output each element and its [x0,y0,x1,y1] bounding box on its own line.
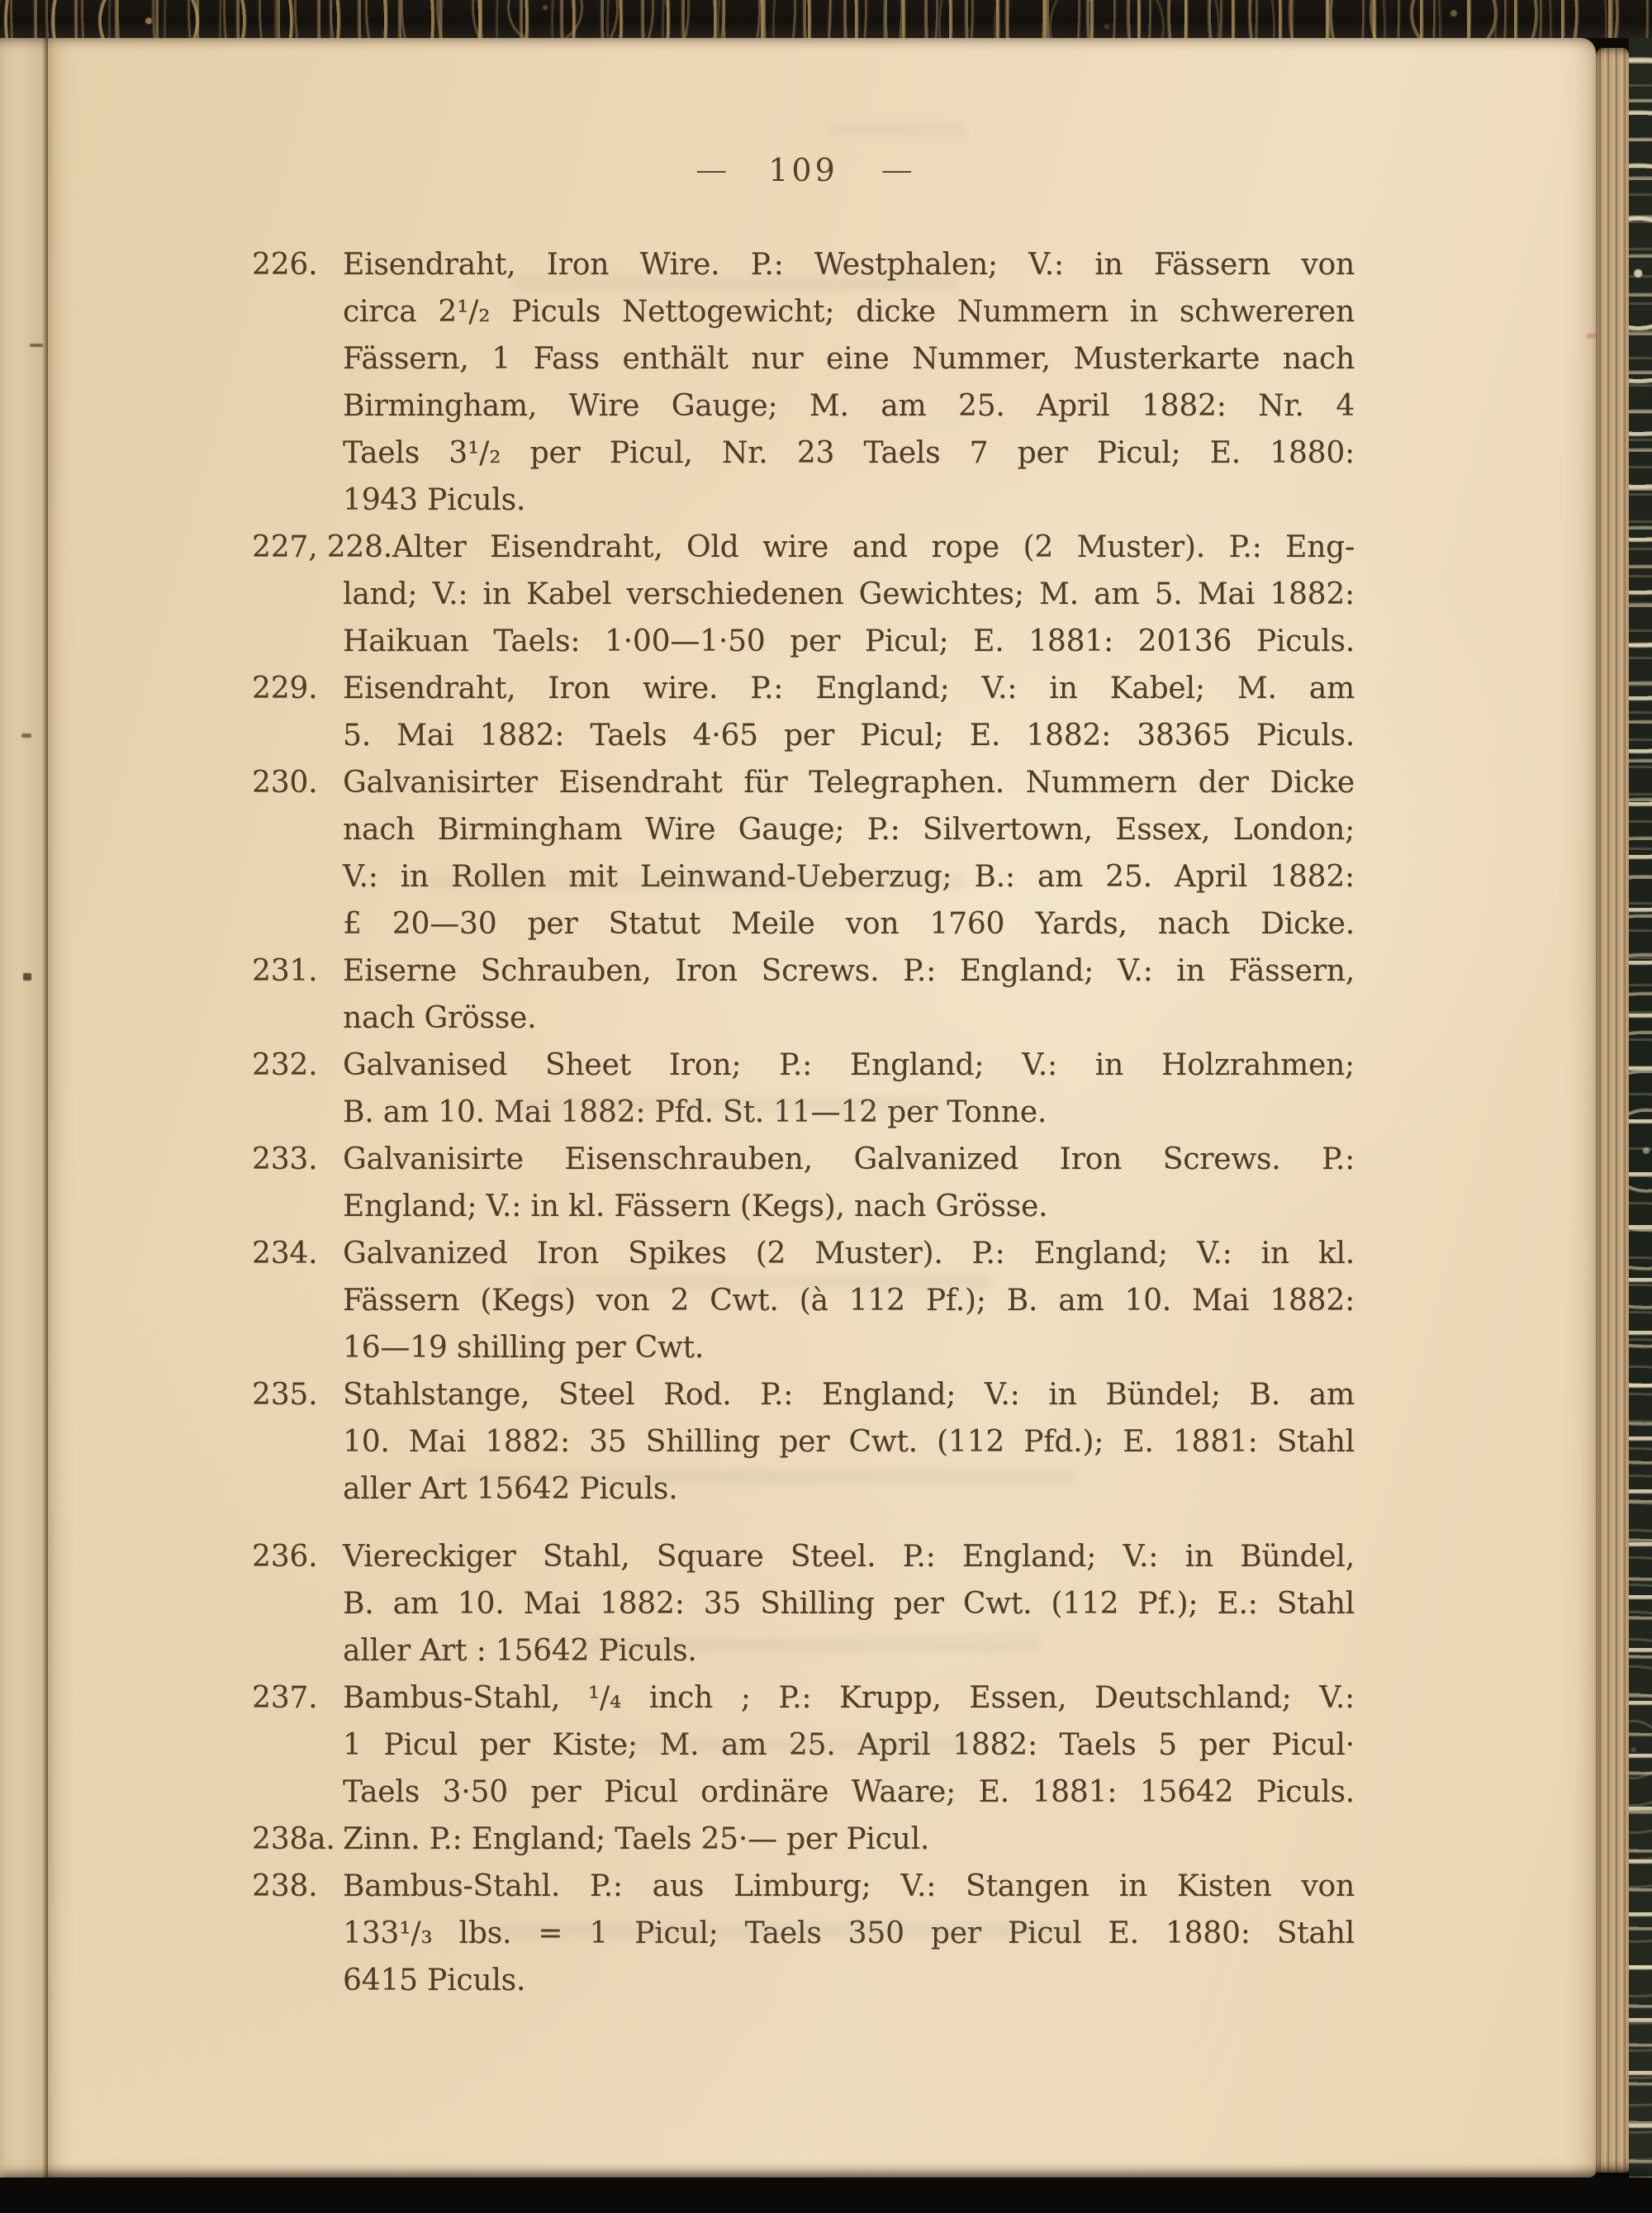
entry-line: Fässern, 1 Fass enthält nur eine Nummer, Musterkarte nach [343,342,1355,376]
entry-line: 133¹/₃ lbs. = 1 Picul; Taels 350 per Picul E. 1880: Stahl [343,1916,1355,1950]
scan-background-bottom [0,2177,1652,2213]
entry-line: Haikuan Taels: 1·00—1·50 per Picul; E. 1881: 20136 Piculs. [343,624,1355,658]
entry-number: 233. [252,1142,318,1176]
entry-line: 6415 Piculs. [343,1964,526,1997]
bleed-through-smudge [529,1276,991,1288]
entry-line-text: Viereckiger Stahl, Square Steel. P.: England; V.: in Bündel, [343,1540,1355,1574]
entry-line-text: Alter Eisendraht, Old wire and rope (2 Muster). P.: Eng- [392,530,1355,564]
bleed-through-smudge [512,277,958,290]
entry-line: 1 Picul per Kiste; M. am 25. April 1882: Taels 5 per Picul· [343,1728,1355,1762]
entry-number: 226. [252,248,318,282]
entry-line: Taels 3·50 per Picul ordinäre Waare; E. 1881: 15642 Piculs. [343,1775,1355,1809]
page-stack-edge [1596,48,1629,2173]
bleed-through-smudge [446,1470,1074,1484]
entry-line: 1943 Piculs. [343,483,526,517]
entry-line [252,947,1355,995]
entry-line [252,1863,1355,1910]
entry-line [252,524,1355,571]
ink-speck [30,344,43,347]
entry-line-text: Bambus-Stahl, ¹/₄ inch ; P.: Krupp, Essen, Deutschland; V.: [343,1681,1355,1715]
entry-line-text: Zinn. P.: England; Taels 25·— per Picul. [343,1822,930,1856]
entry-line: aller Art 15642 Piculs. [343,1472,678,1506]
ink-speck [21,734,31,738]
entry-number: 235. [252,1378,318,1412]
entry-line [252,1042,1355,1089]
entry-line [252,1674,1355,1721]
catalog-entry [252,1533,1355,1674]
entry-line-text: Eisendraht, Iron wire. P.: England; V.: in Kabel; M. am [343,672,1355,705]
entry-line [252,1816,1355,1863]
catalog-entry [252,524,1355,665]
catalog-entry [252,1042,1355,1136]
bleed-through-smudge [430,876,966,889]
entry-line: land; V.: in Kabel verschiedenen Gewichtes; M. am 5. Mai 1882: [343,577,1355,611]
entry-line: Taels 3¹/₂ per Picul, Nr. 23 Taels 7 per Picul; E. 1880: [343,436,1355,470]
entry-line: B. am 10. Mai 1882: Pfd. St. 11—12 per Tonne. [343,1095,1047,1129]
book-cover-right [1629,38,1652,2177]
entry-line [252,1371,1355,1418]
entry-number: 230. [252,766,318,800]
entry-number: 238a. [252,1822,335,1856]
entry-line: nach Birmingham Wire Gauge; P.: Silvertown, Essex, London; [343,813,1355,847]
entry-line: 16—19 shilling per Cwt. [343,1331,705,1365]
entry-line: £ 20—30 per Statut Meile von 1760 Yards, nach Dicke. [343,907,1355,941]
entry-line: 10. Mai 1882: 35 Shilling per Cwt. (112 Pfd.); E. 1881: Stahl [343,1425,1355,1459]
entry-line-text: Galvanisirter Eisendraht für Telegraphen. Nummern der Dicke [343,766,1355,800]
catalog-entry [252,759,1355,947]
entry-line [252,1533,1355,1580]
entry-line-text: Galvanised Sheet Iron; P.: England; V.: in Holzrahmen; [343,1048,1355,1082]
entry-line-text: Galvanized Iron Spikes (2 Muster). P.: England; V.: in kl. [343,1237,1355,1270]
catalog-entry [252,665,1355,759]
bleed-through-smudge [826,124,966,135]
catalog-entry [252,1371,1355,1513]
header-dash-right: — [881,156,911,184]
entry-line [252,1230,1355,1277]
book-cover-top-edge [0,0,1652,38]
bleed-through-smudge [496,1925,1074,1938]
entry-line: Birmingham, Wire Gauge; M. am 25. April 1882: Nr. 4 [343,389,1355,423]
header-dash-left: — [695,156,726,184]
catalog-entry [252,1136,1355,1230]
bleed-through-smudge [578,1640,1041,1651]
page-header [252,152,1355,188]
catalog-entry [252,947,1355,1042]
page [48,38,1596,2177]
entry-line: circa 2¹/₂ Piculs Nettogewicht; dicke Nummern in schwereren [343,295,1355,329]
entry-number: 238. [252,1869,318,1903]
entry-line: B. am 10. Mai 1882: 35 Shilling per Cwt. (112 Pf.); E.: Stahl [343,1587,1355,1621]
entry-line: 5. Mai 1882: Taels 4·65 per Picul; E. 1882: 38365 Piculs. [343,719,1355,753]
entry-line: nach Grösse. [343,1001,537,1035]
entry-line-text: Eisendraht, Iron Wire. P.: Westphalen; V.: in Fässern von [343,248,1355,282]
bleed-through-smudge [628,1739,975,1750]
entry-number: 236. [252,1540,318,1574]
entry-line: aller Art : 15642 Piculs. [343,1634,697,1668]
entry-line [252,759,1355,806]
entry-number: 232. [252,1048,318,1082]
entry-line [252,665,1355,712]
entry-line: V.: in Rollen mit Leinwand-Ueberzug; B.: am 25. April 1882: [343,860,1355,894]
facing-page-edge [0,38,48,2177]
entry-line-text: Eiserne Schrauben, Iron Screws. P.: England; V.: in Fässern, [343,954,1355,988]
entry-number: 231. [252,954,318,988]
bleed-through-smudge [512,1099,942,1110]
entry-number: 227, 228. [252,530,392,564]
entry-line [252,1136,1355,1183]
entry-number: 237. [252,1681,318,1715]
entry-number: 229. [252,672,318,705]
entry-line: Fässern (Kegs) von 2 Cwt. (à 112 Pf.); B. am 10. Mai 1882: [343,1284,1355,1318]
entry-number: 234. [252,1237,318,1270]
catalog-entry [252,1230,1355,1371]
entry-line: England; V.: in kl. Fässern (Kegs), nach Grösse. [343,1190,1048,1223]
entry-line-text: Stahlstange, Steel Rod. P.: England; V.: in Bündel; B. am [343,1378,1355,1412]
entry-line-text: Bambus-Stahl. P.: aus Limburg; V.: Stangen in Kisten von [343,1869,1355,1903]
entry-line-text: Galvanisirte Eisenschrauben, Galvanized Iron Screws. P.: [343,1142,1355,1176]
ink-speck [23,973,31,981]
page-number: 109 [768,152,838,188]
catalog-entry [252,1816,1355,1863]
